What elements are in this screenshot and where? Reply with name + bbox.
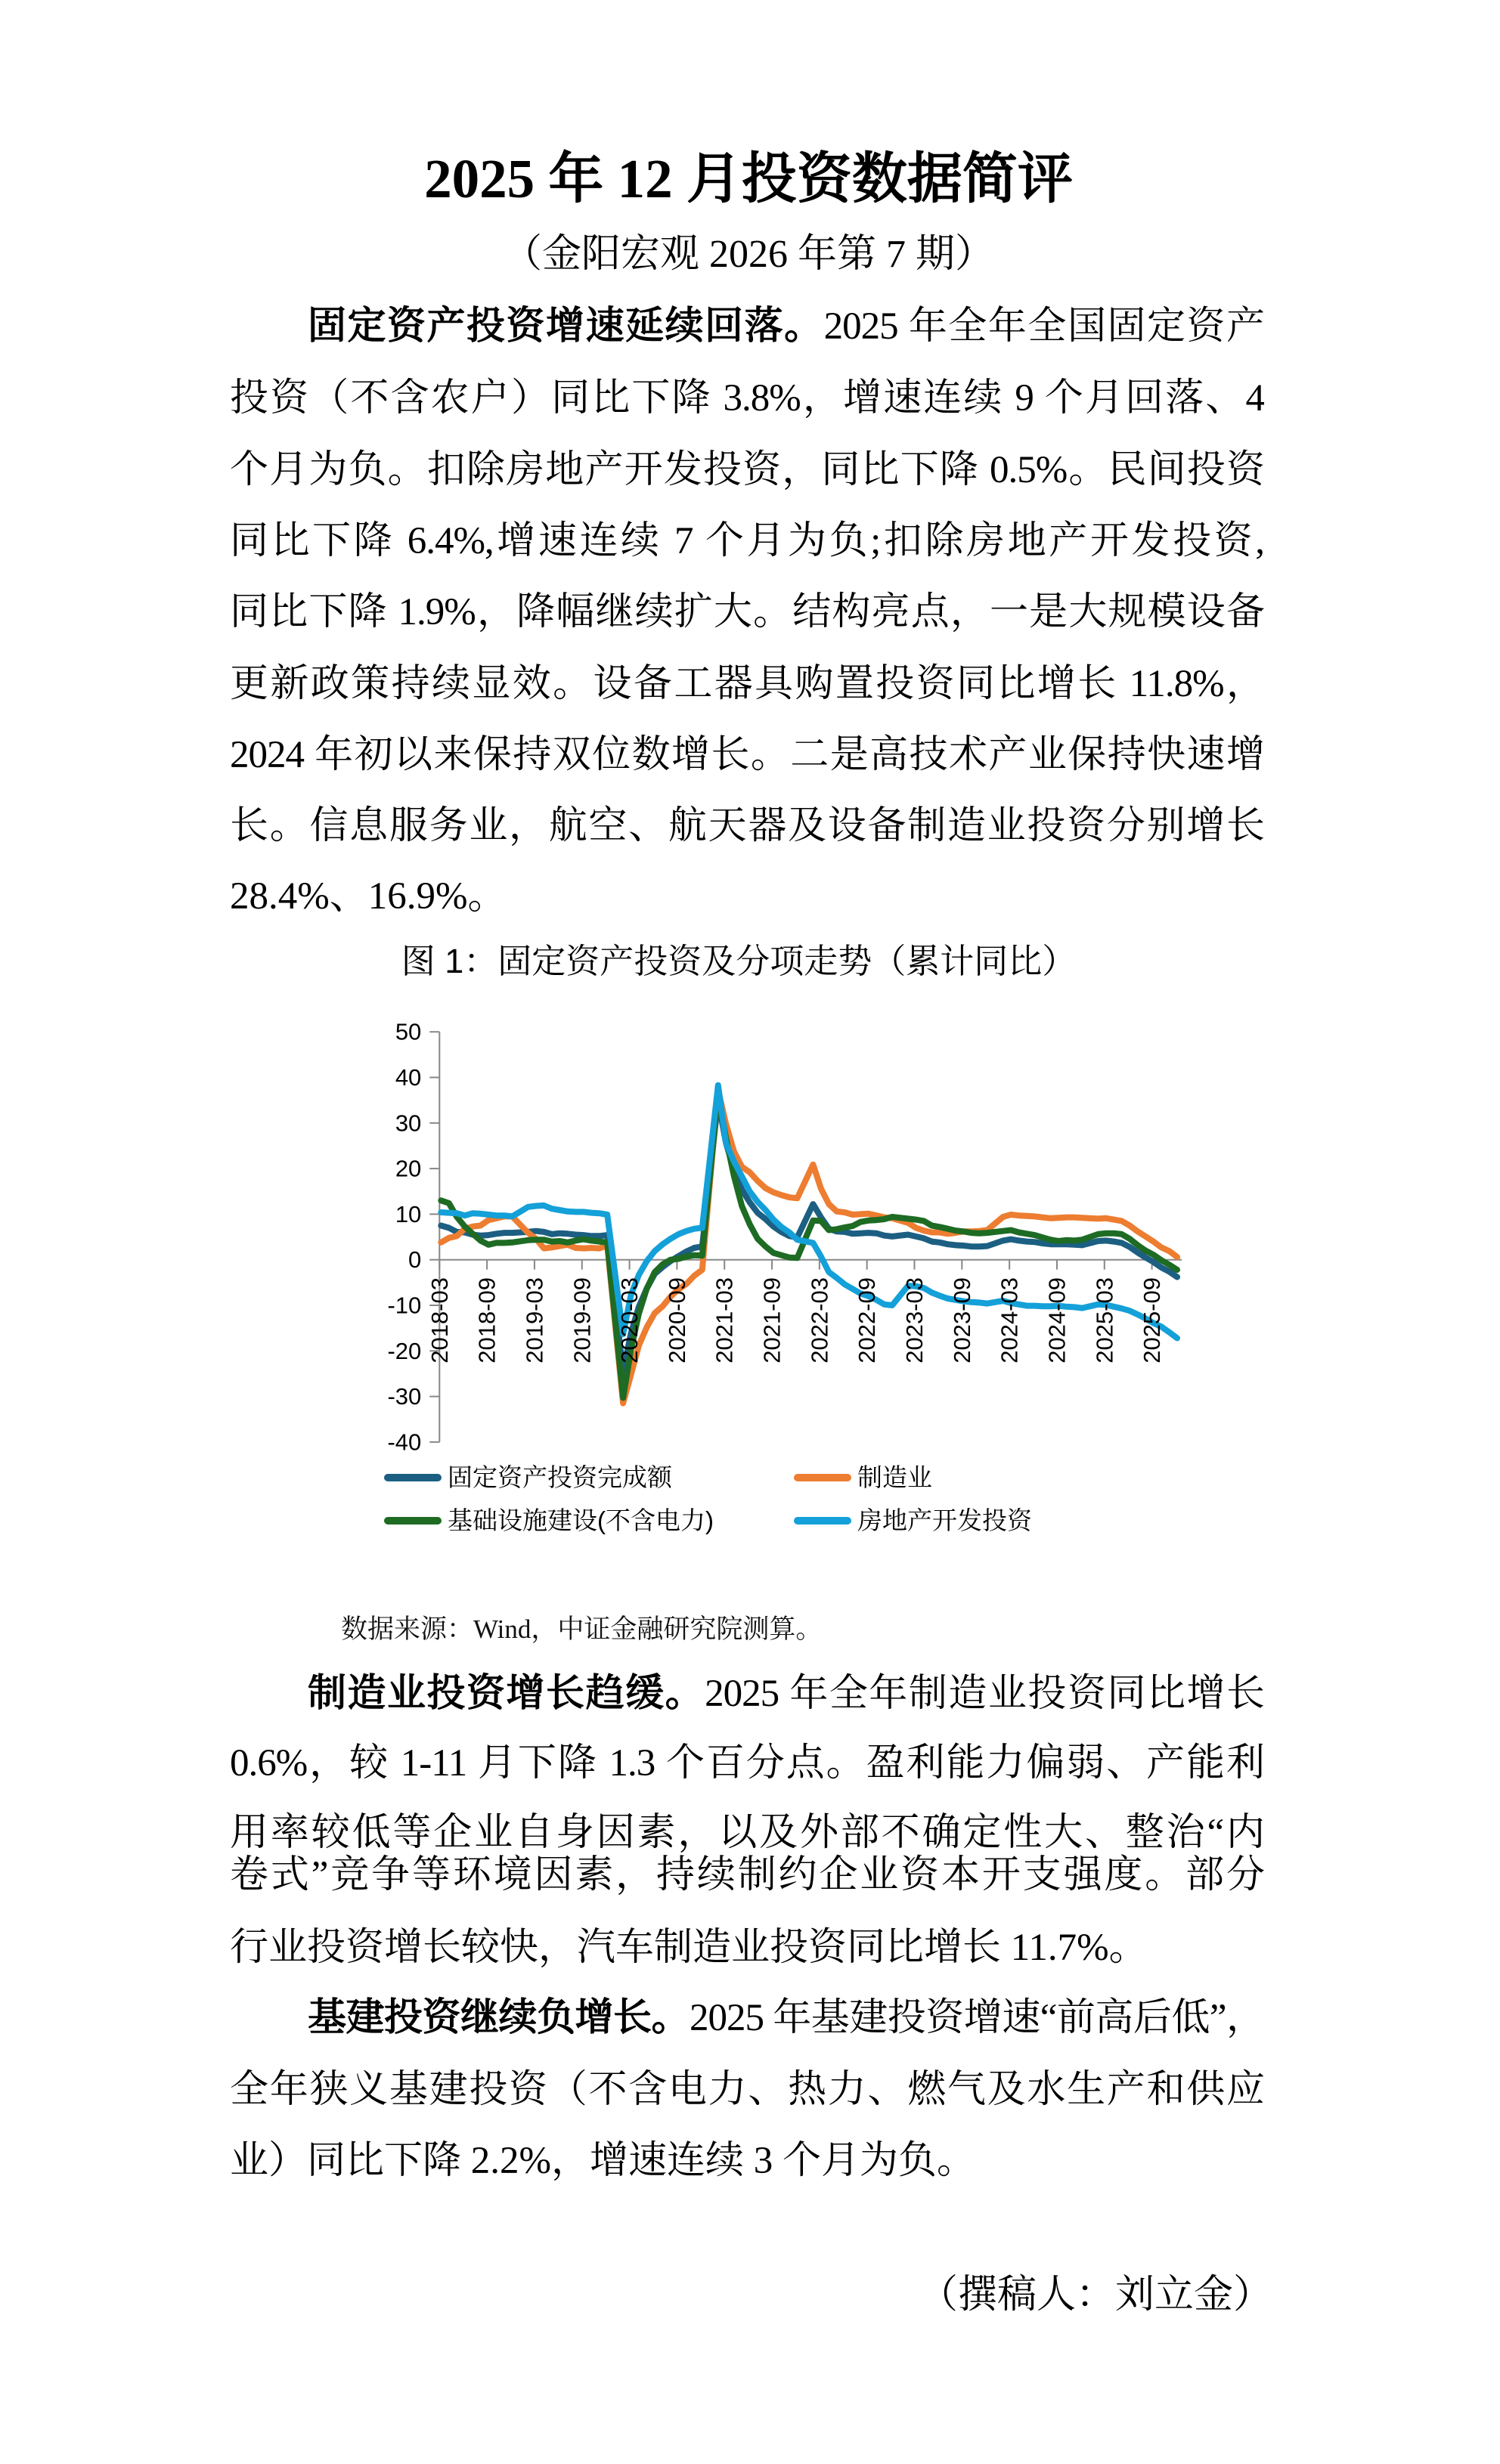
paragraph-text: 2025 年全年全国固定资产 <box>823 305 1264 348</box>
x-tick-label: 2025-03 <box>1091 1277 1118 1364</box>
legend-label: 制造业 <box>857 1463 932 1491</box>
paragraph-heading: 固定资产投资增速延续回落。 <box>308 305 824 348</box>
x-tick-label: 2021-09 <box>758 1277 786 1364</box>
x-tick-label: 2024-09 <box>1043 1277 1071 1364</box>
legend-item-fai-total <box>384 1463 732 1493</box>
legend-item-manufacturing <box>794 1463 1142 1493</box>
x-tick-label: 2018-03 <box>426 1277 453 1364</box>
paragraph-line: 业）同比下降 2.2%，增速连续 3 个月为负。 <box>230 2140 975 2182</box>
y-tick-label: -40 <box>387 1429 422 1456</box>
y-tick-label: 10 <box>395 1200 422 1227</box>
author-signature: （撰稿人：刘立金） <box>918 2274 1272 2317</box>
y-tick-label: -30 <box>387 1383 422 1410</box>
y-tick-label: -20 <box>387 1337 422 1364</box>
y-tick-label: 40 <box>395 1064 422 1091</box>
legend-item-infrastructure <box>384 1506 732 1536</box>
x-tick-label: 2023-03 <box>901 1277 928 1364</box>
paragraph-line: 全年狭义基建投资（不含电力、热力、燃气及水生产和供应 <box>230 2069 1264 2111</box>
paragraph-line: 长。信息服务业，航空、航天器及设备制造业投资分别增长 <box>230 805 1264 847</box>
paragraph-text: 2025 年全年制造业投资同比增长 <box>705 1673 1264 1715</box>
paragraph-line: 28.4%、16.9%。 <box>230 875 507 918</box>
x-tick-label: 2023-09 <box>948 1277 975 1364</box>
paragraph-line: 同比下降 6.4%,增速连续 7 个月为负;扣除房地产开发投资, <box>230 520 1264 562</box>
paragraph-heading: 制造业投资增长趋缓。 <box>308 1673 705 1715</box>
paragraph-line: 个月为负。扣除房地产开发投资，同比下降 0.5%。民间投资 <box>230 449 1264 491</box>
document-title: 2025 年 12 月投资数据简评 <box>424 148 1073 209</box>
paragraph-line: 行业投资增长较快，汽车制造业投资同比增长 11.7%。 <box>230 1927 1148 1969</box>
y-tick-label: 30 <box>395 1110 422 1137</box>
legend-line-icon <box>384 1474 442 1481</box>
paragraph-line: 0.6%，较 1-11 月下降 1.3 个百分点。盈利能力偏弱、产能利 <box>230 1742 1264 1785</box>
legend-line-icon <box>794 1517 851 1525</box>
paragraph-heading: 基建投资继续负增长。 <box>308 1997 690 2039</box>
x-tick-label: 2024-03 <box>996 1277 1023 1364</box>
legend-line-icon <box>384 1517 442 1525</box>
data-source-note: 数据来源：Wind，中证金融研究院测算。 <box>341 1614 823 1644</box>
document-subtitle: （金阳宏观 2026 年第 7 期） <box>502 233 994 276</box>
y-tick-label: 20 <box>395 1155 422 1182</box>
figure-caption: 图 1：固定资产投资及分项走势（累计同比） <box>401 942 1077 980</box>
y-tick-label: 0 <box>408 1246 422 1274</box>
paragraph-line <box>230 1983 1264 2054</box>
legend-line-icon <box>794 1474 851 1481</box>
paragraph-line: 投资（不含农户）同比下降 3.8%，增速连续 9 个月回落、4 <box>230 377 1264 419</box>
x-tick-label: 2018-09 <box>473 1277 501 1364</box>
x-tick-label: 2025-09 <box>1139 1277 1166 1364</box>
x-tick-label: 2019-09 <box>569 1277 596 1364</box>
paragraph-line: 卷式”竞争等环境因素，持续制约企业资本开支强度。部分 <box>230 1854 1264 1896</box>
line-chart <box>0 998 1500 1557</box>
x-tick-label: 2020-09 <box>663 1277 690 1364</box>
paragraph-line: 2024 年初以来保持双位数增长。二是高技术产业保持快速增 <box>230 734 1264 776</box>
legend-item-real-estate <box>794 1506 1142 1536</box>
paragraph-line: 更新政策持续显效。设备工器具购置投资同比增长 11.8%， <box>230 663 1264 705</box>
x-tick-label: 2020-03 <box>616 1277 643 1364</box>
paragraph-line <box>230 291 1264 362</box>
y-tick-label: -10 <box>387 1292 422 1319</box>
legend-label: 基础设施建设(不含电力) <box>448 1506 714 1534</box>
paragraph-text: 2025 年基建投资增速“前高后低”， <box>689 1997 1264 2039</box>
paragraph-line <box>230 1658 1264 1729</box>
paragraph-line: 用率较低等企业自身因素，以及外部不确定性大、整治“内 <box>230 1812 1264 1854</box>
paragraph-line: 同比下降 1.9%，降幅继续扩大。结构亮点，一是大规模设备 <box>230 591 1264 633</box>
x-tick-label: 2022-03 <box>806 1277 833 1364</box>
legend-label: 房地产开发投资 <box>857 1506 1032 1534</box>
x-tick-label: 2019-03 <box>521 1277 548 1364</box>
y-tick-label: 50 <box>395 1018 422 1045</box>
x-tick-label: 2021-03 <box>711 1277 738 1364</box>
legend-label: 固定资产投资完成额 <box>448 1463 672 1491</box>
x-tick-label: 2022-09 <box>854 1277 881 1364</box>
